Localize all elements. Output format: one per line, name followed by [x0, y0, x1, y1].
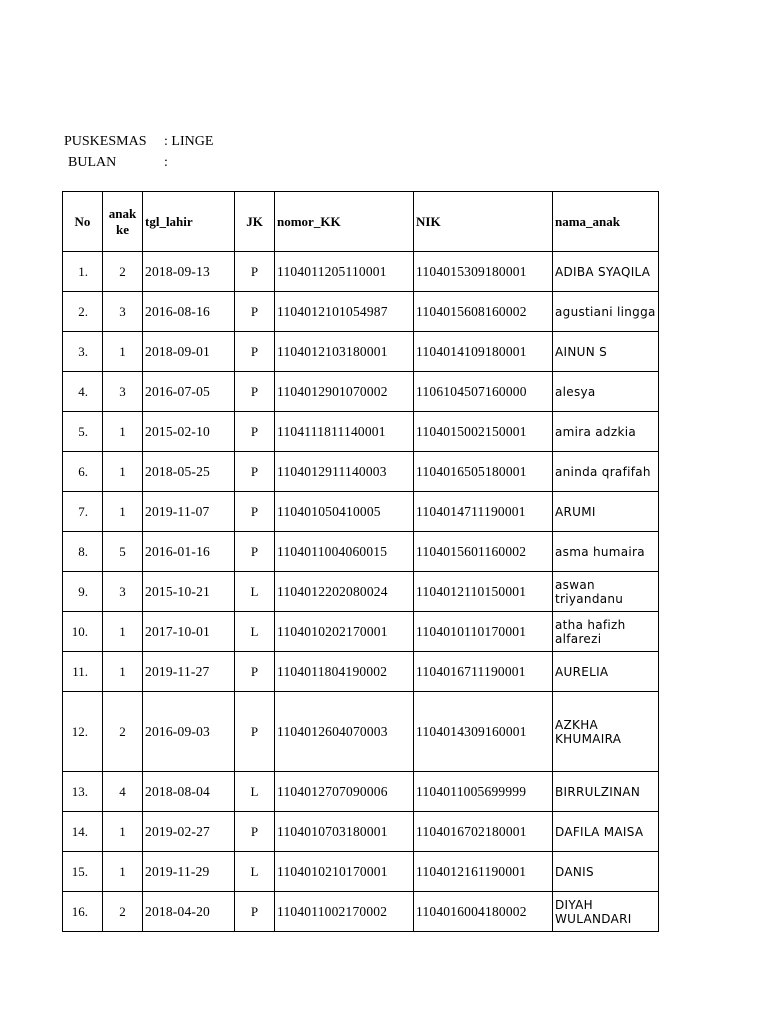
cell-nama-anak: alesya: [553, 372, 659, 412]
cell-anak-ke: 1: [103, 852, 143, 892]
column-header-nama-anak: nama_anak: [553, 192, 659, 252]
cell-jk: P: [235, 652, 275, 692]
cell-nomor-kk: 1104012202080024: [275, 572, 414, 612]
table-header-row: [63, 192, 659, 252]
cell-nik: 1104015608160002: [414, 292, 553, 332]
cell-tgl-lahir: 2018-04-20: [143, 892, 235, 932]
cell-nama-anak: aswan triyandanu: [553, 572, 659, 612]
cell-jk: L: [235, 772, 275, 812]
cell-tgl-lahir: 2019-02-27: [143, 812, 235, 852]
cell-jk: L: [235, 612, 275, 652]
cell-anak-ke: 3: [103, 372, 143, 412]
cell-anak-ke: 1: [103, 452, 143, 492]
cell-jk: P: [235, 692, 275, 772]
cell-nama-anak: agustiani lingga: [553, 292, 659, 332]
table-row: [63, 252, 659, 292]
cell-tgl-lahir: 2019-11-07: [143, 492, 235, 532]
cell-nik: 1104012161190001: [414, 852, 553, 892]
table-row: [63, 572, 659, 612]
cell-nomor-kk: 1104011205110001: [275, 252, 414, 292]
cell-nik: 1104016702180001: [414, 812, 553, 852]
cell-nama-anak: BIRRULZINAN: [553, 772, 659, 812]
cell-nama-anak: atha hafizh alfarezi: [553, 612, 659, 652]
cell-no: 14.: [63, 812, 103, 852]
table-row: [63, 532, 659, 572]
cell-jk: P: [235, 532, 275, 572]
cell-nomor-kk: 1104011004060015: [275, 532, 414, 572]
cell-nama-anak: DIYAH WULANDARI: [553, 892, 659, 932]
cell-anak-ke: 3: [103, 292, 143, 332]
cell-nik: 1104015601160002: [414, 532, 553, 572]
cell-nomor-kk: 1104111811140001: [275, 412, 414, 452]
cell-anak-ke: 2: [103, 892, 143, 932]
cell-anak-ke: 4: [103, 772, 143, 812]
cell-no: 13.: [63, 772, 103, 812]
cell-jk: P: [235, 372, 275, 412]
cell-no: 11.: [63, 652, 103, 692]
document-header: [64, 131, 213, 173]
cell-tgl-lahir: 2015-02-10: [143, 412, 235, 452]
column-header-nik: NIK: [414, 192, 553, 252]
cell-nomor-kk: 1104012604070003: [275, 692, 414, 772]
column-header-nomor-kk: nomor_KK: [275, 192, 414, 252]
bulan-label: BULAN: [68, 155, 117, 170]
cell-jk: P: [235, 292, 275, 332]
cell-no: 8.: [63, 532, 103, 572]
cell-no: 2.: [63, 292, 103, 332]
cell-anak-ke: 3: [103, 572, 143, 612]
cell-no: 12.: [63, 692, 103, 772]
cell-tgl-lahir: 2018-05-25: [143, 452, 235, 492]
cell-jk: P: [235, 492, 275, 532]
cell-no: 10.: [63, 612, 103, 652]
cell-anak-ke: 2: [103, 252, 143, 292]
bulan-row: [64, 152, 213, 173]
cell-jk: P: [235, 332, 275, 372]
column-header-anak-ke: anak ke: [103, 192, 143, 252]
cell-jk: P: [235, 892, 275, 932]
cell-tgl-lahir: 2016-09-03: [143, 692, 235, 772]
cell-nik: 1104016711190001: [414, 652, 553, 692]
puskesmas-row: [64, 131, 213, 152]
cell-nik: 1104012110150001: [414, 572, 553, 612]
cell-tgl-lahir: 2016-08-16: [143, 292, 235, 332]
table-row: [63, 292, 659, 332]
cell-tgl-lahir: 2016-07-05: [143, 372, 235, 412]
cell-tgl-lahir: 2018-09-13: [143, 252, 235, 292]
cell-nama-anak: AINUN S: [553, 332, 659, 372]
cell-nama-anak: AZKHA KHUMAIRA: [553, 692, 659, 772]
table-row: [63, 892, 659, 932]
cell-nik: 1104016505180001: [414, 452, 553, 492]
cell-nik: 1104010110170001: [414, 612, 553, 652]
table-row: [63, 612, 659, 652]
cell-no: 15.: [63, 852, 103, 892]
cell-tgl-lahir: 2016-01-16: [143, 532, 235, 572]
table-row: [63, 332, 659, 372]
cell-anak-ke: 1: [103, 412, 143, 452]
cell-tgl-lahir: 2019-11-27: [143, 652, 235, 692]
cell-nama-anak: ARUMI: [553, 492, 659, 532]
cell-nama-anak: AURELIA: [553, 652, 659, 692]
cell-no: 3.: [63, 332, 103, 372]
cell-anak-ke: 1: [103, 612, 143, 652]
cell-nik: 1104016004180002: [414, 892, 553, 932]
cell-nama-anak: ADIBA SYAQILA: [553, 252, 659, 292]
table-row: [63, 852, 659, 892]
cell-jk: P: [235, 812, 275, 852]
table-row: [63, 812, 659, 852]
cell-nik: 1104014309160001: [414, 692, 553, 772]
cell-nama-anak: DAFILA MAISA: [553, 812, 659, 852]
cell-nomor-kk: 1104012707090006: [275, 772, 414, 812]
cell-anak-ke: 5: [103, 532, 143, 572]
cell-nama-anak: asma humaira: [553, 532, 659, 572]
table-row: [63, 492, 659, 532]
cell-tgl-lahir: 2015-10-21: [143, 572, 235, 612]
cell-anak-ke: 1: [103, 652, 143, 692]
cell-jk: P: [235, 252, 275, 292]
cell-nomor-kk: 1104011002170002: [275, 892, 414, 932]
children-table: [62, 191, 659, 932]
cell-nama-anak: aninda qrafifah: [553, 452, 659, 492]
cell-nama-anak: DANIS: [553, 852, 659, 892]
cell-nama-anak: amira adzkia: [553, 412, 659, 452]
table-row: [63, 412, 659, 452]
puskesmas-value: : LINGE: [164, 134, 214, 149]
column-header-no: No: [63, 192, 103, 252]
table-row: [63, 652, 659, 692]
cell-anak-ke: 1: [103, 332, 143, 372]
puskesmas-label: PUSKESMAS: [64, 134, 147, 149]
cell-no: 16.: [63, 892, 103, 932]
cell-nik: 1106104507160000: [414, 372, 553, 412]
cell-nik: 1104014711190001: [414, 492, 553, 532]
cell-jk: P: [235, 452, 275, 492]
cell-nik: 1104014109180001: [414, 332, 553, 372]
table-row: [63, 372, 659, 412]
cell-tgl-lahir: 2019-11-29: [143, 852, 235, 892]
cell-nomor-kk: 1104010202170001: [275, 612, 414, 652]
cell-nik: 1104015309180001: [414, 252, 553, 292]
cell-no: 9.: [63, 572, 103, 612]
cell-tgl-lahir: 2017-10-01: [143, 612, 235, 652]
cell-nik: 1104011005699999: [414, 772, 553, 812]
cell-anak-ke: 1: [103, 812, 143, 852]
table-row: [63, 452, 659, 492]
cell-nomor-kk: 110401050410005: [275, 492, 414, 532]
cell-nomor-kk: 1104010210170001: [275, 852, 414, 892]
cell-no: 1.: [63, 252, 103, 292]
cell-tgl-lahir: 2018-09-01: [143, 332, 235, 372]
cell-nomor-kk: 1104012101054987: [275, 292, 414, 332]
bulan-value: :: [164, 155, 168, 170]
cell-anak-ke: 2: [103, 692, 143, 772]
cell-nomor-kk: 1104010703180001: [275, 812, 414, 852]
cell-nomor-kk: 1104011804190002: [275, 652, 414, 692]
cell-anak-ke: 1: [103, 492, 143, 532]
cell-jk: L: [235, 572, 275, 612]
cell-nomor-kk: 1104012103180001: [275, 332, 414, 372]
cell-nomor-kk: 1104012901070002: [275, 372, 414, 412]
table-row: [63, 692, 659, 772]
cell-jk: L: [235, 852, 275, 892]
cell-no: 7.: [63, 492, 103, 532]
table-row: [63, 772, 659, 812]
column-header-jk: JK: [235, 192, 275, 252]
cell-nomor-kk: 1104012911140003: [275, 452, 414, 492]
cell-no: 5.: [63, 412, 103, 452]
cell-tgl-lahir: 2018-08-04: [143, 772, 235, 812]
cell-no: 6.: [63, 452, 103, 492]
cell-no: 4.: [63, 372, 103, 412]
table-body: [63, 252, 659, 932]
cell-jk: P: [235, 412, 275, 452]
cell-nik: 1104015002150001: [414, 412, 553, 452]
column-header-tgl-lahir: tgl_lahir: [143, 192, 235, 252]
